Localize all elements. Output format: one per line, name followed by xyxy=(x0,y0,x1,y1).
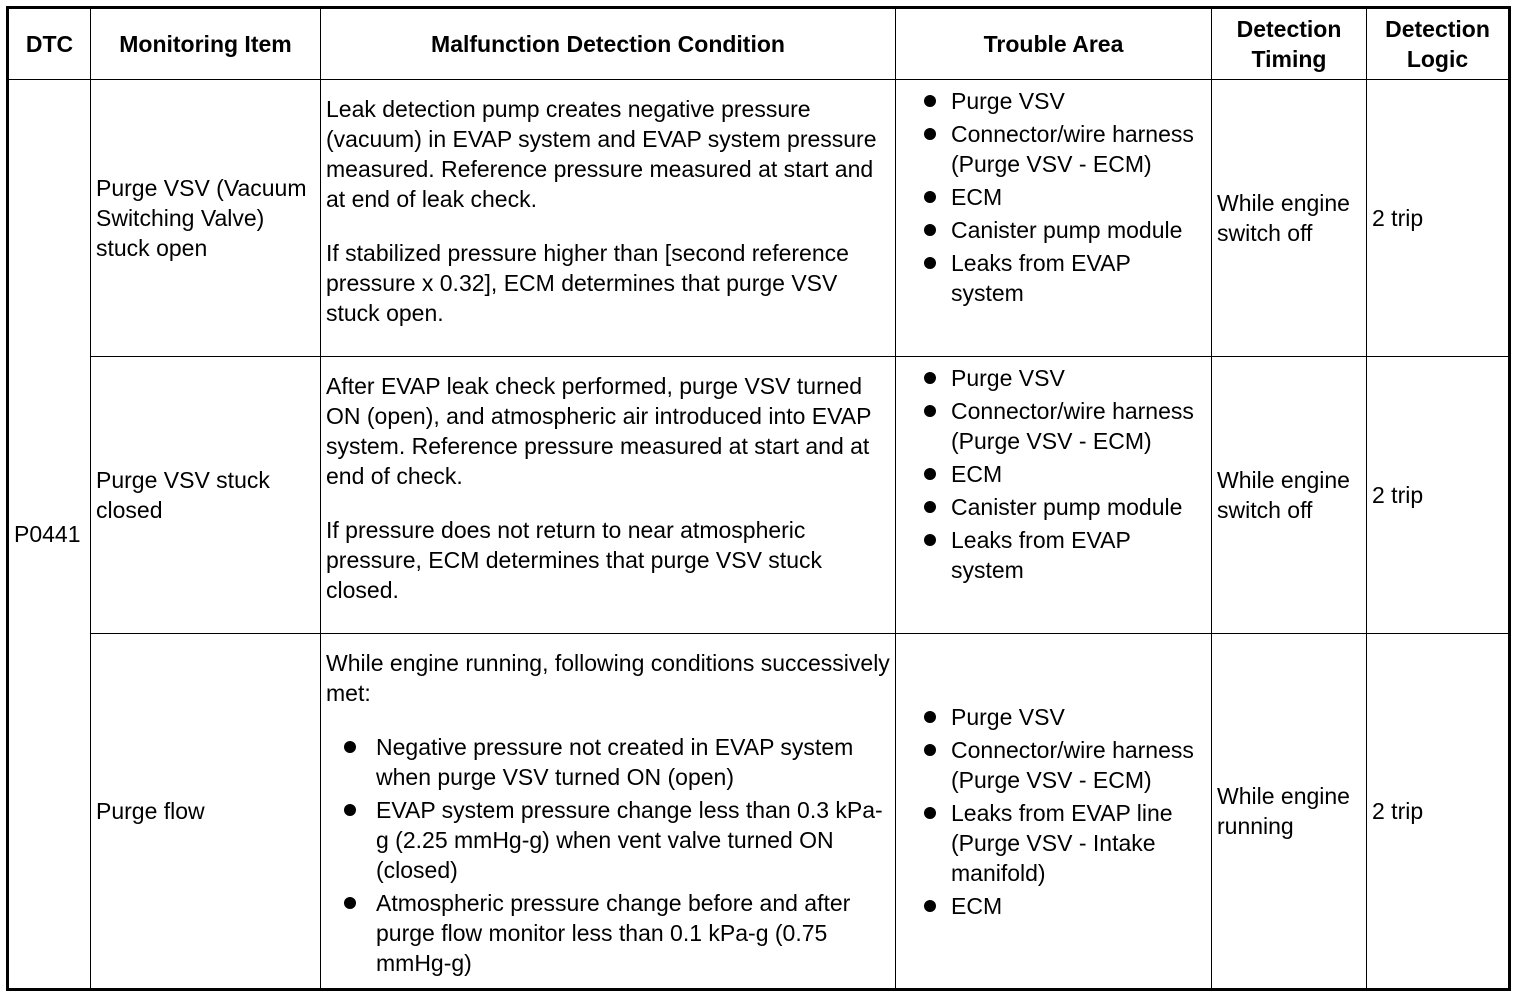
bullet-icon xyxy=(344,897,356,909)
detection-timing: While engine switch off xyxy=(1212,357,1367,634)
header-detection-timing: Detection Timing xyxy=(1212,8,1367,80)
trouble-area-item: Connector/wire harness (Purge VSV - ECM) xyxy=(901,396,1206,456)
table-row xyxy=(8,357,1510,634)
trouble-area-item: ECM xyxy=(901,182,1206,212)
detection-logic: 2 trip xyxy=(1367,80,1510,357)
condition-intro: While engine running, following conditions successively met: xyxy=(326,650,890,706)
bullet-icon xyxy=(924,95,936,107)
monitoring-item: Purge flow xyxy=(91,634,321,990)
malfunction-condition xyxy=(321,634,896,990)
trouble-area xyxy=(896,80,1212,357)
dtc-table xyxy=(6,6,1511,991)
malfunction-condition xyxy=(321,80,896,357)
trouble-area-item: Leaks from EVAP system xyxy=(901,248,1206,308)
monitoring-item: Purge VSV stuck closed xyxy=(91,357,321,634)
trouble-area-list xyxy=(901,363,1206,585)
detection-logic: 2 trip xyxy=(1367,357,1510,634)
monitoring-item: Purge VSV (Vacuum Switching Valve) stuck open xyxy=(91,80,321,357)
trouble-area-item: ECM xyxy=(901,891,1206,921)
malfunction-condition xyxy=(321,357,896,634)
trouble-area-list xyxy=(901,86,1206,308)
trouble-area xyxy=(896,357,1212,634)
detection-logic: 2 trip xyxy=(1367,634,1510,990)
bullet-icon xyxy=(924,191,936,203)
trouble-area-item: Canister pump module xyxy=(901,492,1206,522)
header-dtc: DTC xyxy=(8,8,91,80)
bullet-icon xyxy=(344,741,356,753)
condition-paragraph: If pressure does not return to near atmospheric pressure, ECM determines that purge VSV stuck closed. xyxy=(326,517,822,603)
condition-item: Atmospheric pressure change before and after purge flow monitor less than 0.1 kPa-g (0.75 mmHg-g) xyxy=(326,888,890,978)
bullet-icon xyxy=(924,744,936,756)
detection-timing: While engine switch off xyxy=(1212,80,1367,357)
header-detection-logic: Detection Logic xyxy=(1367,8,1510,80)
condition-item: Negative pressure not created in EVAP system when purge VSV turned ON (open) xyxy=(326,732,890,792)
bullet-icon xyxy=(344,804,356,816)
condition-paragraph: If stabilized pressure higher than [second reference pressure x 0.32], ECM determines that purge VSV stuck open. xyxy=(326,240,849,326)
condition-item: EVAP system pressure change less than 0.3 kPa-g (2.25 mmHg-g) when vent valve turned ON (closed) xyxy=(326,795,890,885)
bullet-icon xyxy=(924,711,936,723)
bullet-icon xyxy=(924,807,936,819)
bullet-icon xyxy=(924,501,936,513)
bullet-icon xyxy=(924,257,936,269)
condition-paragraph: After EVAP leak check performed, purge VSV turned ON (open), and atmospheric air introduced into EVAP system. Reference pressure measured at start and at end of check. xyxy=(326,373,872,489)
bullet-icon xyxy=(924,128,936,140)
condition-paragraph: Leak detection pump creates negative pressure (vacuum) in EVAP system and EVAP system pressure measured. Reference pressure measured at start and at end of leak check. xyxy=(326,96,877,212)
table-row xyxy=(8,80,1510,357)
condition-list xyxy=(326,732,890,978)
header-monitoring-item: Monitoring Item xyxy=(91,8,321,80)
dtc-code: P0441 xyxy=(8,80,91,990)
trouble-area-item: ECM xyxy=(901,459,1206,489)
detection-timing: While engine running xyxy=(1212,634,1367,990)
table-row xyxy=(8,634,1510,990)
bullet-icon xyxy=(924,900,936,912)
trouble-area-item: Leaks from EVAP line (Purge VSV - Intake manifold) xyxy=(901,798,1206,888)
trouble-area-item: Purge VSV xyxy=(901,702,1206,732)
trouble-area-item: Connector/wire harness (Purge VSV - ECM) xyxy=(901,119,1206,179)
bullet-icon xyxy=(924,468,936,480)
bullet-icon xyxy=(924,224,936,236)
bullet-icon xyxy=(924,405,936,417)
trouble-area-item: Connector/wire harness (Purge VSV - ECM) xyxy=(901,735,1206,795)
bullet-icon xyxy=(924,372,936,384)
trouble-area-item: Purge VSV xyxy=(901,363,1206,393)
trouble-area xyxy=(896,634,1212,990)
trouble-area-list xyxy=(901,702,1206,921)
trouble-area-item: Leaks from EVAP system xyxy=(901,525,1206,585)
header-malfunction-condition: Malfunction Detection Condition xyxy=(321,8,896,80)
bullet-icon xyxy=(924,534,936,546)
trouble-area-item: Purge VSV xyxy=(901,86,1206,116)
header-row xyxy=(8,8,1510,80)
header-trouble-area: Trouble Area xyxy=(896,8,1212,80)
trouble-area-item: Canister pump module xyxy=(901,215,1206,245)
